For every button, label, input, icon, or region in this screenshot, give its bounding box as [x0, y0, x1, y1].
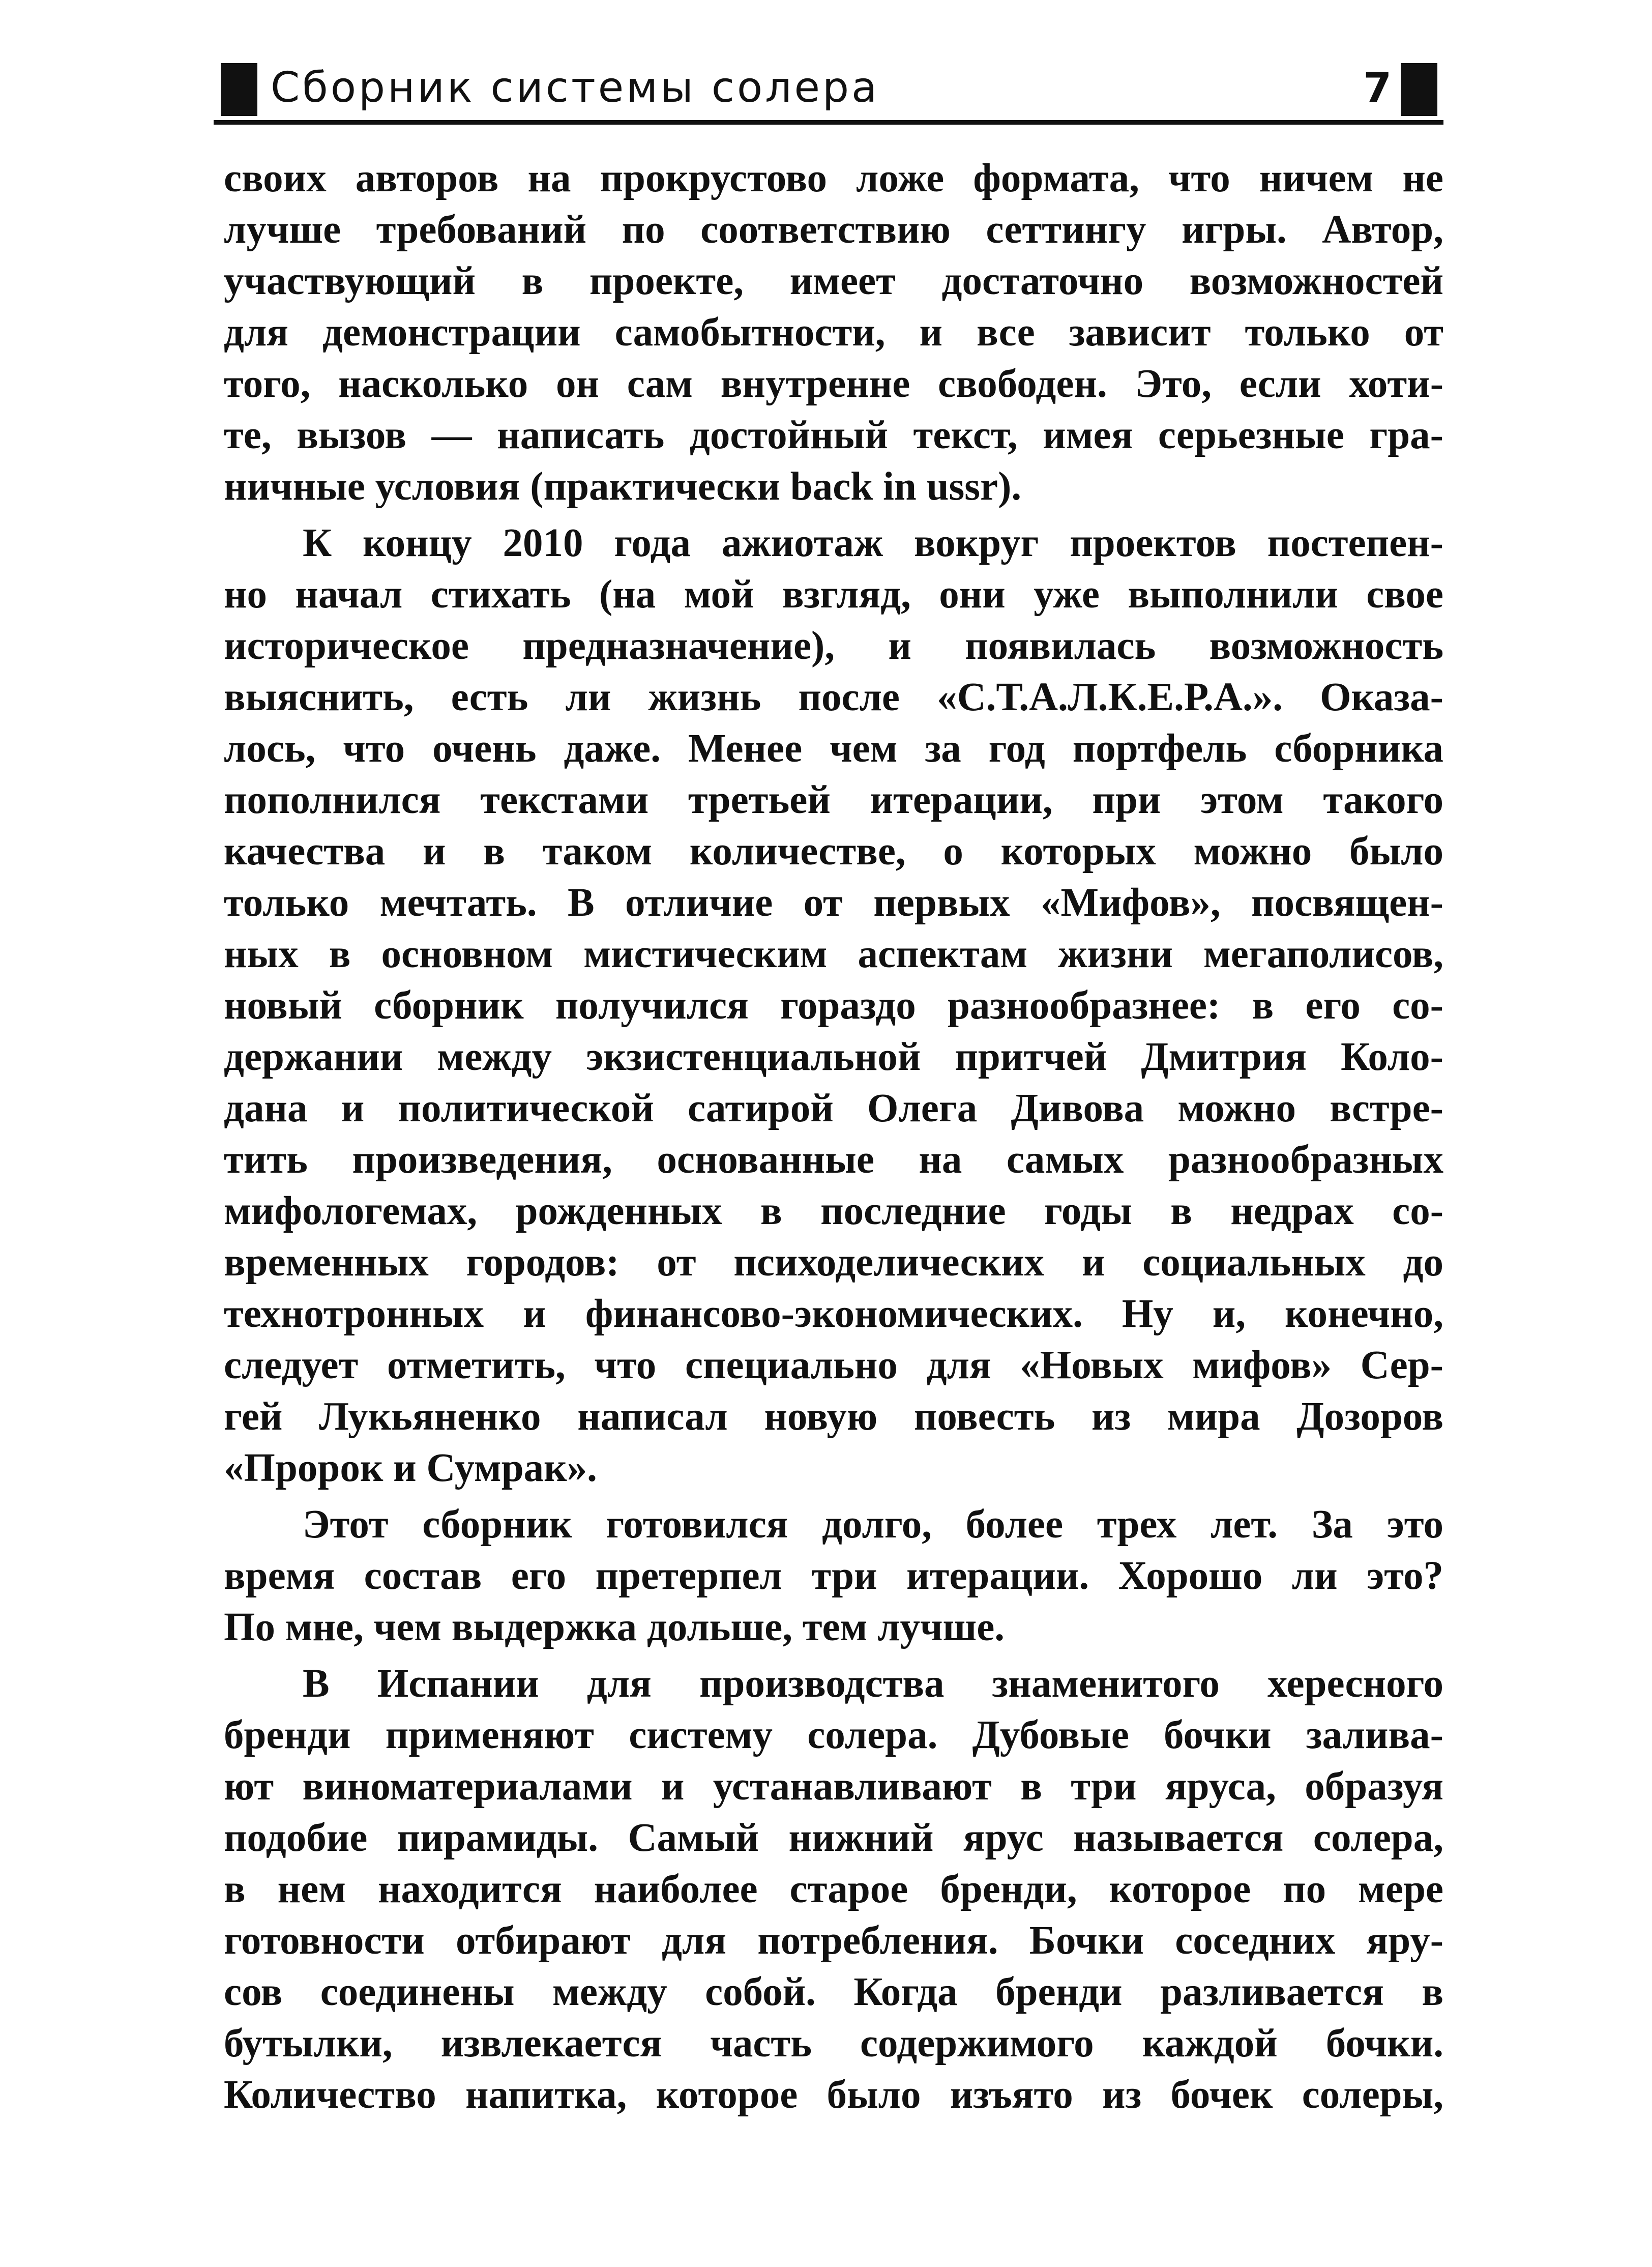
text-line: мифологемах, рожденных в последние годы в недрах со-	[224, 1189, 1443, 1233]
text-line: только мечтать. В отличие от первых «Мифов», посвящен-	[224, 881, 1443, 925]
text-line: время состав его претерпел три итерации. Хорошо ли это?	[224, 1554, 1443, 1598]
running-header	[214, 55, 1443, 121]
text-line: держании между экзистенциальной притчей Дмитрия Коло-	[224, 1035, 1443, 1079]
text-line: новый сборник получился гораздо разнообразнее: в его со-	[224, 983, 1443, 1028]
text-line: те, вызов — написать достойный текст, имея серьезные гра-	[224, 413, 1443, 457]
text-line: качества и в таком количестве, о которых можно было	[224, 829, 1443, 874]
paragraph	[224, 1658, 1443, 2120]
paragraph	[224, 1499, 1443, 1653]
text-line: того, насколько он сам внутренне свободен. Это, если хоти-	[224, 362, 1443, 406]
text-line: лось, что очень даже. Менее чем за год портфель сборника	[224, 726, 1443, 771]
text-line: бутылки, извлекается часть содержимого каждой бочки.	[224, 2021, 1443, 2066]
header-rule	[214, 120, 1443, 125]
text-line: лучше требований по соответствию сеттингу игры. Автор,	[224, 208, 1443, 252]
text-line: Количество напитка, которое было изъято из бочек солеры,	[224, 2073, 1443, 2117]
text-line: технотронных и финансово-экономических. Ну и, конечно,	[224, 1292, 1443, 1336]
header-right-block	[1401, 63, 1437, 116]
text-line: дана и политической сатирой Олега Дивова можно встре-	[224, 1086, 1443, 1130]
body-text	[224, 153, 1443, 2120]
text-line: в нем находится наиболее старое бренди, которое по мере	[224, 1867, 1443, 1911]
header-left-block	[221, 63, 257, 116]
text-line: пополнился текстами третьей итерации, при этом такого	[224, 778, 1443, 822]
text-line: бренди применяют систему солера. Дубовые бочки залива-	[224, 1713, 1443, 1757]
text-line: ют виноматериалами и устанавливают в три яруса, образуя	[224, 1764, 1443, 1809]
text-line: историческое предназначение), и появилась возможность	[224, 624, 1443, 668]
text-line: но начал стихать (на мой взгляд, они уже выполнили свое	[224, 572, 1443, 617]
text-line: следует отметить, что специально для «Новых мифов» Сер-	[224, 1343, 1443, 1387]
text-line: гей Лукьяненко написал новую повесть из мира Дозоров	[224, 1394, 1443, 1439]
paragraph	[224, 153, 1443, 512]
text-line: выяснить, есть ли жизнь после «С.Т.А.Л.К.Е.Р.А.». Оказа-	[224, 675, 1443, 719]
text-line: участвующий в проекте, имеет достаточно возможностей	[224, 259, 1443, 303]
text-line: тить произведения, основанные на самых разнообразных	[224, 1138, 1443, 1182]
text-line: для демонстрации самобытности, и все зависит только от	[224, 310, 1443, 355]
text-line: К концу 2010 года ажиотаж вокруг проектов постепен-	[303, 521, 1443, 565]
text-line: подобие пирамиды. Самый нижний ярус называется солера,	[224, 1816, 1443, 1860]
text-line: сов соединены между собой. Когда бренди разливается в	[224, 1970, 1443, 2014]
text-line: временных городов: от психоделических и социальных до	[224, 1240, 1443, 1285]
text-line: По мне, чем выдержка дольше, тем лучше.	[224, 1605, 1005, 1649]
text-line: «Пророк и Сумрак».	[224, 1446, 597, 1490]
page-number: 7	[1363, 64, 1392, 111]
text-line: ничные условия (практически back in ussr).	[224, 464, 1022, 509]
text-line: готовности отбирают для потребления. Бочки соседних яру-	[224, 1919, 1443, 1963]
header-title: Сборник системы солера	[271, 64, 880, 112]
text-line: В Испании для производства знаменитого хересного	[303, 1662, 1443, 1706]
paragraph	[224, 517, 1443, 1494]
text-line: Этот сборник готовился долго, более трех лет. За это	[303, 1502, 1443, 1547]
text-line: ных в основном мистическим аспектам жизни мегаполисов,	[224, 932, 1443, 976]
text-line: своих авторов на прокрустово ложе формата, что ничем не	[224, 156, 1443, 200]
